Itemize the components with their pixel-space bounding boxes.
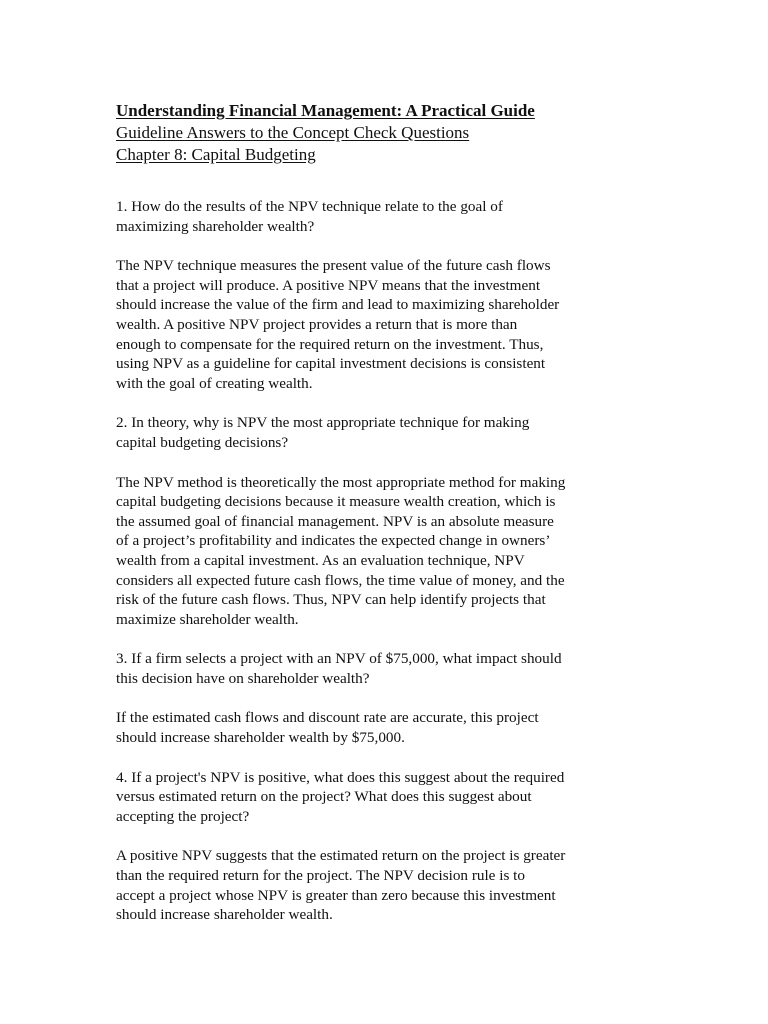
text-line: maximize shareholder wealth. bbox=[116, 610, 299, 628]
text-line: using NPV as a guideline for capital investment decisions is consistent bbox=[116, 355, 546, 373]
text-line: this decision have on shareholder wealth? bbox=[116, 669, 370, 687]
question-paragraph bbox=[116, 649, 656, 688]
question-paragraph bbox=[116, 413, 656, 452]
text-line: A positive NPV suggests that the estimated return on the project is greater bbox=[116, 847, 566, 865]
text-line: should increase the value of the firm and lead to maximizing shareholder bbox=[116, 296, 560, 314]
chapter-heading: Chapter 8: Capital Budgeting bbox=[116, 145, 316, 164]
text-line: capital budgeting decisions because it measure wealth creation, which is bbox=[116, 493, 556, 511]
answer-paragraph bbox=[116, 473, 656, 630]
document-body bbox=[116, 100, 656, 925]
text-line: than the required return for the project. The NPV decision rule is to bbox=[116, 867, 525, 885]
question-paragraph bbox=[116, 768, 656, 827]
answer-paragraph bbox=[116, 846, 656, 924]
text-line: with the goal of creating wealth. bbox=[116, 374, 313, 392]
text-line: maximizing shareholder wealth? bbox=[116, 217, 315, 235]
document-subtitle: Guideline Answers to the Concept Check Questions bbox=[116, 123, 470, 142]
text-line: 3. If a firm selects a project with an NPV of $75,000, what impact should bbox=[116, 650, 562, 668]
text-line: the assumed goal of financial management. NPV is an absolute measure bbox=[116, 512, 554, 530]
qa-list bbox=[116, 197, 656, 925]
text-line: should increase shareholder wealth by $75,000. bbox=[116, 729, 405, 747]
text-line: risk of the future cash flows. Thus, NPV can help identify projects that bbox=[116, 591, 546, 609]
text-line: The NPV technique measures the present value of the future cash flows bbox=[116, 257, 551, 275]
text-line: 1. How do the results of the NPV technique relate to the goal of bbox=[116, 198, 503, 215]
text-line: wealth. A positive NPV project provides a return that is more than bbox=[116, 315, 518, 333]
text-line: wealth from a capital investment. As an evaluation technique, NPV bbox=[116, 551, 525, 569]
text-line: 2. In theory, why is NPV the most appropriate technique for making bbox=[116, 414, 530, 432]
text-line: capital budgeting decisions? bbox=[116, 433, 289, 451]
text-line: 4. If a project's NPV is positive, what does this suggest about the required bbox=[116, 768, 565, 786]
text-line: that a project will produce. A positive NPV means that the investment bbox=[116, 276, 541, 294]
text-line: accept a project whose NPV is greater than zero because this investment bbox=[116, 886, 556, 904]
text-line: The NPV method is theoretically the most appropriate method for making bbox=[116, 473, 566, 491]
text-line: of a project’s profitability and indicates the expected change in owners’ bbox=[116, 532, 551, 550]
question-paragraph bbox=[116, 197, 656, 236]
text-line: versus estimated return on the project? What does this suggest about bbox=[116, 788, 532, 806]
text-line: should increase shareholder wealth. bbox=[116, 906, 333, 924]
text-line: enough to compensate for the required return on the investment. Thus, bbox=[116, 335, 544, 353]
answer-paragraph bbox=[116, 256, 656, 393]
text-line: accepting the project? bbox=[116, 807, 250, 825]
answer-paragraph bbox=[116, 708, 656, 747]
text-line: considers all expected future cash flows, the time value of money, and the bbox=[116, 571, 565, 589]
text-line: If the estimated cash flows and discount rate are accurate, this project bbox=[116, 709, 539, 727]
document-title: Understanding Financial Management: A Practical Guide bbox=[116, 101, 535, 120]
